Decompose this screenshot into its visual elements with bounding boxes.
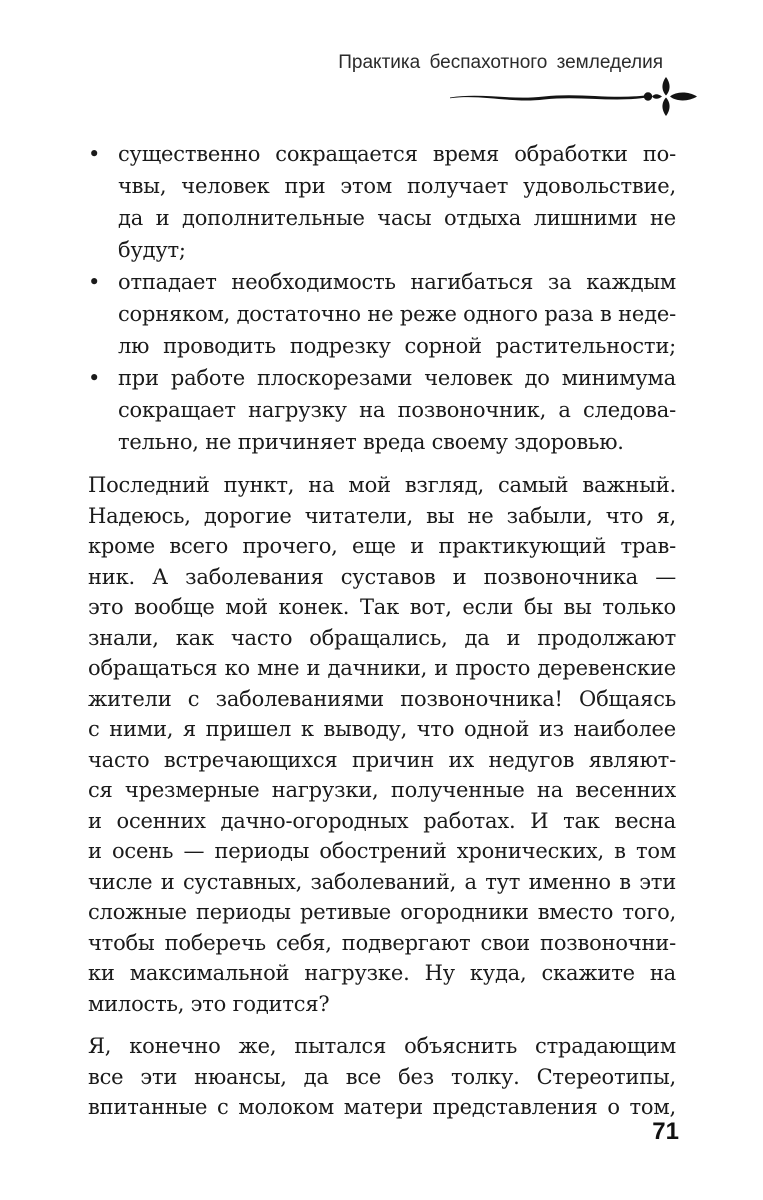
text-line: кроме всего прочего, еще и практикующий трав- (88, 534, 676, 558)
bullet-item (88, 362, 676, 458)
paragraph (88, 1031, 676, 1123)
text-line: и осенних дачно-огородных работах. И так весна (88, 808, 676, 833)
text-line: сложные периоды ретивые огородники вместо того, (88, 900, 676, 924)
text-line: ник. А заболевания суставов и позвоночника — (88, 564, 676, 589)
bullet-list (88, 138, 676, 458)
text-line: лю проводить подрезку сорной растительности; (118, 334, 676, 358)
text-line: Надеюсь, дорогие читатели, вы не забыли, что я, (88, 503, 676, 528)
bullet-text (118, 362, 676, 458)
text-line: это вообще мой конек. Так вот, если бы вы только (88, 595, 676, 619)
text-line: и осень — периоды обострений хронических, в том (88, 839, 676, 863)
text-line: тельно, не причиняет вреда своему здоровью. (118, 430, 624, 454)
text-line: чтобы поберечь себя, подвергают свои позвоночни- (88, 930, 676, 955)
text-line: ся чрезмерные нагрузки, полученные на весенних (88, 778, 676, 802)
text-line: жители с заболеваниями позвоночника! Общаясь (88, 686, 676, 711)
text-line: часто встречающихся причин их недугов являют- (88, 747, 676, 772)
text-line: Я, конечно же, пытался объяснить страдающим (88, 1034, 676, 1058)
bullet-marker-icon: • (88, 270, 101, 294)
bullet-text (118, 266, 676, 362)
text-line: с ними, я пришел к выводу, что одной из наиболее (88, 717, 676, 741)
text-line: чвы, человек при этом получает удовольствие, (118, 174, 676, 198)
bullet-text (118, 138, 676, 266)
text-line: все эти нюансы, да все без толку. Стереотипы, (88, 1064, 676, 1089)
page-number: 71 (652, 1118, 679, 1145)
text-line: сорняком, достаточно не реже одного раза в неде- (118, 302, 676, 326)
text-line: отпадает необходимость нагибаться за каждым (118, 270, 676, 294)
text-line: впитанные с молоком матери представления о том, (88, 1095, 676, 1119)
bullet-marker-icon: • (88, 366, 101, 390)
text-line: сокращает нагрузку на позвоночник, а следова- (118, 398, 676, 422)
paragraph (88, 470, 676, 1019)
text-line: обращаться ко мне и дачники, и просто деревенские (88, 656, 676, 680)
text-line: числе и суставных, заболеваний, а тут именно в эти (88, 869, 676, 894)
text-line: да и дополнительные часы отдыха лишними не (118, 206, 676, 230)
text-line: Последний пункт, на мой взгляд, самый важный. (88, 473, 676, 497)
page-header (240, 52, 700, 120)
bullet-item (88, 266, 676, 362)
running-title: Практика беспахотного земледелия (338, 52, 663, 73)
text-line: ки максимальной нагрузке. Ну куда, скажите на (88, 961, 676, 985)
text-line: милость, это годится? (88, 991, 330, 1016)
text-line: будут; (118, 238, 186, 262)
text-line: при работе плоскорезами человек до минимума (118, 366, 676, 390)
flourish-ornament-icon (448, 76, 700, 120)
paragraphs (88, 470, 676, 1123)
page-content (88, 138, 676, 1123)
text-line: существенно сокращается время обработки по- (118, 142, 676, 166)
bullet-marker-icon: • (88, 142, 101, 166)
bullet-item (88, 138, 676, 266)
text-line: знали, как часто обращались, да и продолжают (88, 625, 676, 650)
